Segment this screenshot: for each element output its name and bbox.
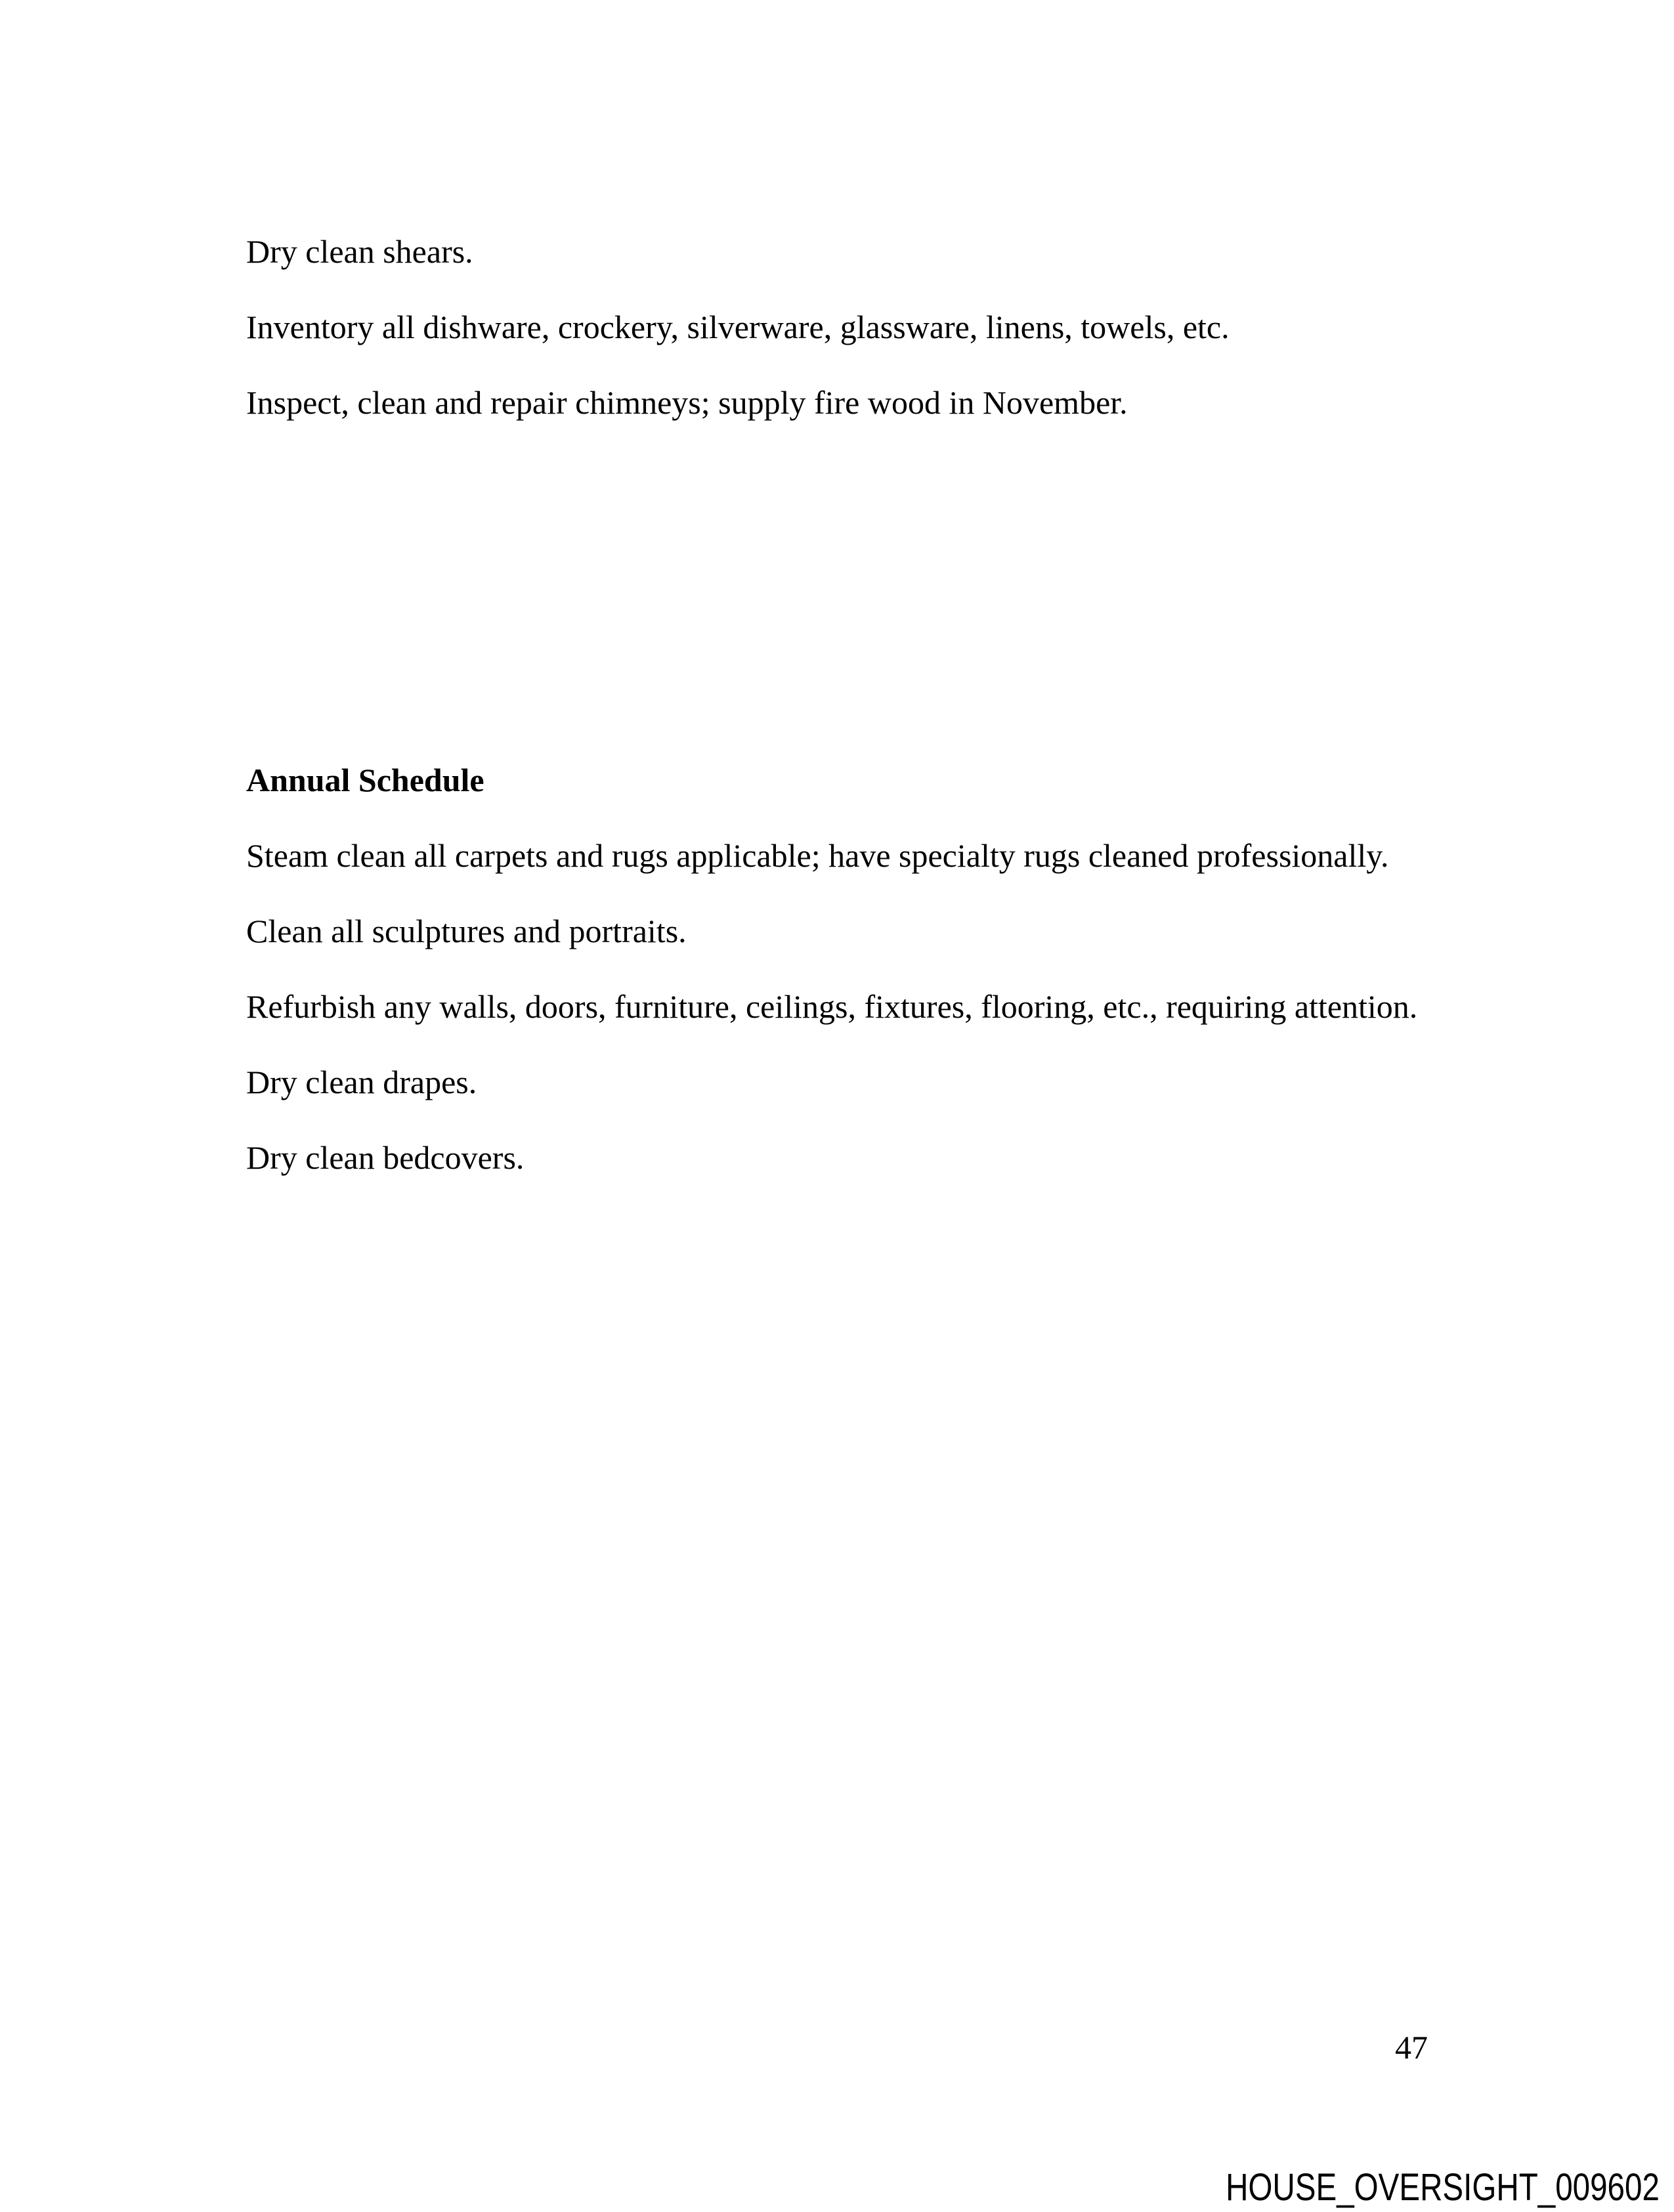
paragraph-line: Dry clean bedcovers.: [246, 1139, 525, 1176]
paragraph-line: Dry clean shears.: [246, 233, 473, 270]
blank-line: [246, 592, 1434, 667]
bates-stamp: HOUSE_OVERSIGHT_009602: [1226, 2166, 1660, 2209]
paragraph-line: Clean all sculptures and portraits.: [246, 913, 687, 949]
page-number: 47: [1395, 2029, 1428, 2066]
blank-line: [246, 667, 1434, 743]
paragraph-line: Steam clean all carpets and rugs applicable; have specialty rugs cleaned professionally.: [246, 837, 1389, 874]
document-body: [246, 214, 1434, 1196]
paragraph-line: Dry clean drapes.: [246, 1064, 477, 1100]
paragraph-line: Refurbish any walls, doors, furniture, ceilings, fixtures, flooring, etc., requiring attention.: [246, 988, 1418, 1025]
paragraph-line: Inspect, clean and repair chimneys; supply fire wood in November.: [246, 384, 1128, 421]
paragraph-line: Inventory all dishware, crockery, silverware, glassware, linens, towels, etc.: [246, 309, 1230, 345]
blank-line: [246, 441, 1434, 516]
blank-line: [246, 516, 1434, 592]
section-heading: Annual Schedule: [246, 762, 484, 798]
